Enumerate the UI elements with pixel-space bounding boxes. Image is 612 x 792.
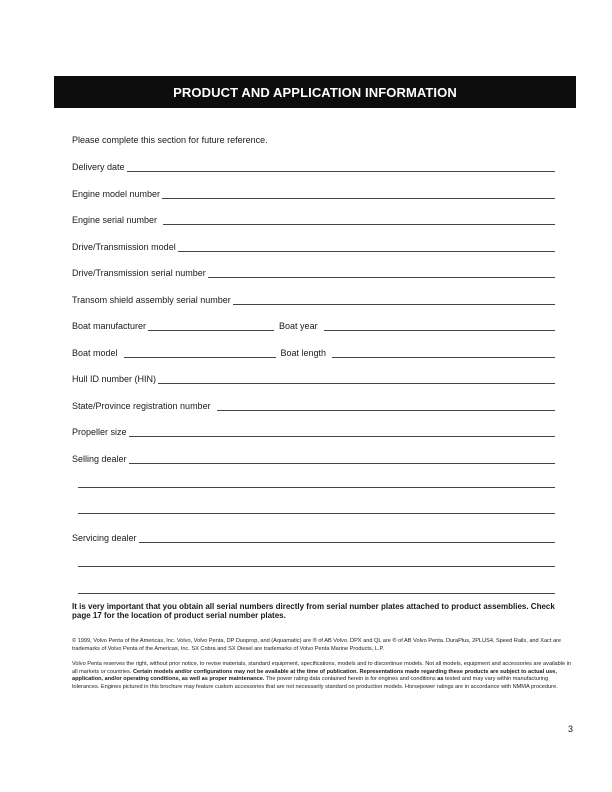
boat-length-label: Boat length: [280, 348, 327, 358]
boat-year-label: Boat year: [279, 321, 318, 331]
boat-manufacturer-label: Boat manufacturer: [72, 321, 147, 331]
disclaimer-text: [72, 661, 572, 691]
disclaimer-part-2: The power rating data contained herein is for engines and conditions: [264, 676, 438, 683]
propeller-row: [72, 425, 555, 437]
hull-id-row: [72, 372, 555, 384]
propeller-label: Propeller size: [72, 427, 127, 437]
transom-serial-field[interactable]: [233, 296, 555, 305]
engine-serial-label: Engine serial number: [72, 215, 158, 225]
selling-dealer-line-3[interactable]: [78, 513, 555, 514]
engine-model-field[interactable]: [162, 190, 555, 199]
serial-number-notice: It is very important that you obtain all serial numbers directly from serial number plates attached to product assemblies. Check page 17 for the location of product serial number plates.: [72, 602, 555, 620]
disclaimer-part-1: Volvo Penta reserves the right, without prior notice, to revise materials, standard equipment, specifications, models and to discontinue models. Not all models, equipment and accessories are available in all markets or countries.: [72, 661, 572, 675]
delivery-date-label: Delivery date: [72, 162, 125, 172]
servicing-dealer-field[interactable]: [139, 534, 555, 543]
propeller-field[interactable]: [129, 428, 555, 437]
servicing-dealer-row: [72, 531, 555, 543]
transom-serial-row: [72, 293, 555, 305]
disclaimer-bold-2: as: [437, 676, 444, 683]
engine-serial-row: [72, 213, 555, 225]
boat-year-field[interactable]: [324, 322, 555, 331]
registration-row: [72, 399, 555, 411]
drive-model-field[interactable]: [178, 243, 555, 252]
boat-manufacturer-row: [72, 319, 555, 331]
delivery-date-row: [72, 160, 555, 172]
section-banner: [54, 76, 576, 108]
hull-id-label: Hull ID number (HIN): [72, 374, 157, 384]
drive-serial-label: Drive/Transmission serial number: [72, 268, 206, 278]
servicing-dealer-line-2[interactable]: [78, 566, 555, 567]
engine-serial-field[interactable]: [163, 216, 555, 225]
boat-length-field[interactable]: [332, 349, 555, 358]
copyright-text: © 1999, Volvo Penta of the Americas, Inc. Volvo, Volvo Penta, DP Duoprop, and (Aquamatic) are ® of AB Volvo. DPX and QL are ® of AB Volvo Penta. DuraPlus, 2PLUS4, Speed Rails, and Xact are trademarks of Volvo Penta of the Americas, Inc. SX Cobra and SX Diesel are trademarks of Volvo Penta Marine Products, L.P.: [72, 638, 562, 652]
drive-serial-row: [72, 266, 555, 278]
disclaimer-part-3: tested and may vary within manufacturing tolerances. Engines pictured in this brochure may feature custom accessories that are not necessarily standard on production models. Horsepower ratings are in accordance with NMMA procedure.: [72, 676, 558, 690]
engine-model-row: [72, 187, 555, 199]
engine-model-label: Engine model number: [72, 189, 161, 199]
boat-model-row: [72, 346, 555, 358]
transom-serial-label: Transom shield assembly serial number: [72, 295, 231, 305]
section-title: PRODUCT AND APPLICATION INFORMATION: [173, 84, 457, 100]
hull-id-field[interactable]: [158, 375, 555, 384]
drive-model-row: [72, 240, 555, 252]
selling-dealer-row: [72, 452, 555, 464]
drive-serial-field[interactable]: [208, 269, 555, 278]
selling-dealer-label: Selling dealer: [72, 454, 127, 464]
registration-field[interactable]: [217, 402, 555, 411]
selling-dealer-line-2[interactable]: [78, 487, 555, 488]
disclaimer-bold-1: Certain models and/or configurations may not be available at the time of publication. Representations made regarding these products are subject to actual use, application, and/or operating conditions, as well as proper maintenance.: [72, 668, 557, 683]
delivery-date-field[interactable]: [127, 163, 555, 172]
intro-text: Please complete this section for future reference.: [72, 135, 268, 145]
drive-model-label: Drive/Transmission model: [72, 242, 176, 252]
servicing-dealer-line-3[interactable]: [78, 593, 555, 594]
servicing-dealer-label: Servicing dealer: [72, 533, 137, 543]
boat-model-field[interactable]: [124, 349, 276, 358]
boat-model-label: Boat model: [72, 348, 118, 358]
registration-label: State/Province registration number: [72, 401, 211, 411]
page-number: 3: [568, 724, 574, 734]
boat-manufacturer-field[interactable]: [148, 322, 274, 331]
selling-dealer-field[interactable]: [129, 455, 555, 464]
